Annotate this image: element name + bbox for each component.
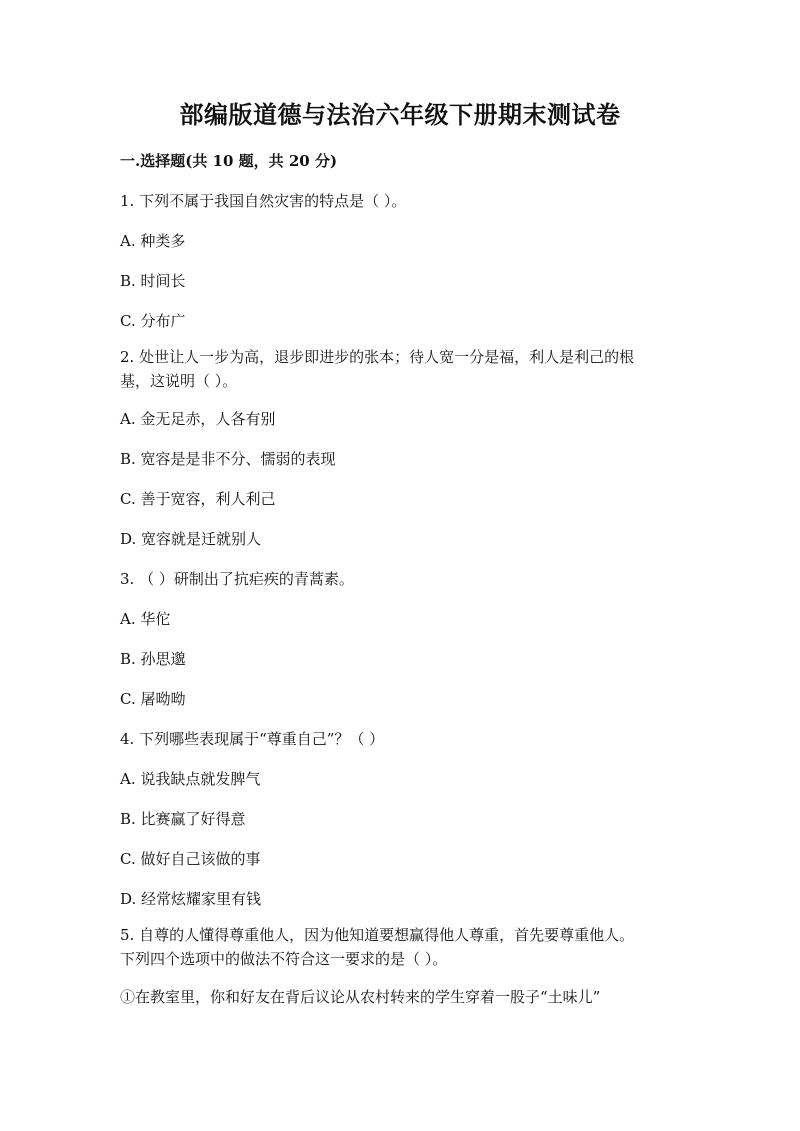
question-2-option-c: C. 善于宽容，利人利己 (120, 490, 276, 508)
page-title: 部编版道德与法治六年级下册期末测试卷 (179, 100, 621, 129)
question-4-option-b: B. 比赛赢了好得意 (120, 810, 246, 828)
question-1-option-b: B. 时间长 (120, 272, 186, 290)
question-4-option-a: A. 说我缺点就发脾气 (120, 770, 261, 788)
question-1-option-c: C. 分布广 (120, 312, 186, 330)
question-2-stem-line-2: 基，这说明（ ）。 (120, 372, 238, 390)
question-5-statement-1: ①在教室里，你和好友在背后议论从农村转来的学生穿着一股子“土味儿” (120, 988, 601, 1006)
question-4-option-d: D. 经常炫耀家里有钱 (120, 890, 262, 908)
question-2-option-a: A. 金无足赤，人各有别 (120, 410, 276, 428)
section-heading: 一.选择题(共 10 题，共 20 分) (120, 152, 338, 170)
question-5-stem-line-1: 5. 自尊的人懂得尊重他人，因为他知道要想赢得他人尊重，首先要尊重他人。 (120, 926, 635, 944)
question-3-option-b: B. 孙思邈 (120, 650, 186, 668)
question-4-option-c: C. 做好自己该做的事 (120, 850, 261, 868)
question-1-option-a: A. 种类多 (120, 232, 186, 250)
question-2-option-d: D. 宽容就是迁就别人 (120, 530, 262, 548)
question-5-stem-line-2: 下列四个选项中的做法不符合这一要求的是（ ）。 (120, 950, 448, 968)
question-3-option-a: A. 华佗 (120, 610, 171, 628)
question-3-stem: 3. （ ）研制出了抗疟疾的青蒿素。 (120, 570, 354, 588)
question-2-option-b: B. 宽容是是非不分、懦弱的表现 (120, 450, 336, 468)
question-2-stem-line-1: 2. 处世让人一步为高，退步即进步的张本；待人宽一分是福，利人是利己的根 (120, 348, 635, 366)
question-1-stem: 1. 下列不属于我国自然灾害的特点是（ ）。 (120, 192, 407, 210)
question-3-option-c: C. 屠呦呦 (120, 690, 186, 708)
question-4-stem: 4. 下列哪些表现属于“尊重自己”？（ ） (120, 730, 385, 748)
